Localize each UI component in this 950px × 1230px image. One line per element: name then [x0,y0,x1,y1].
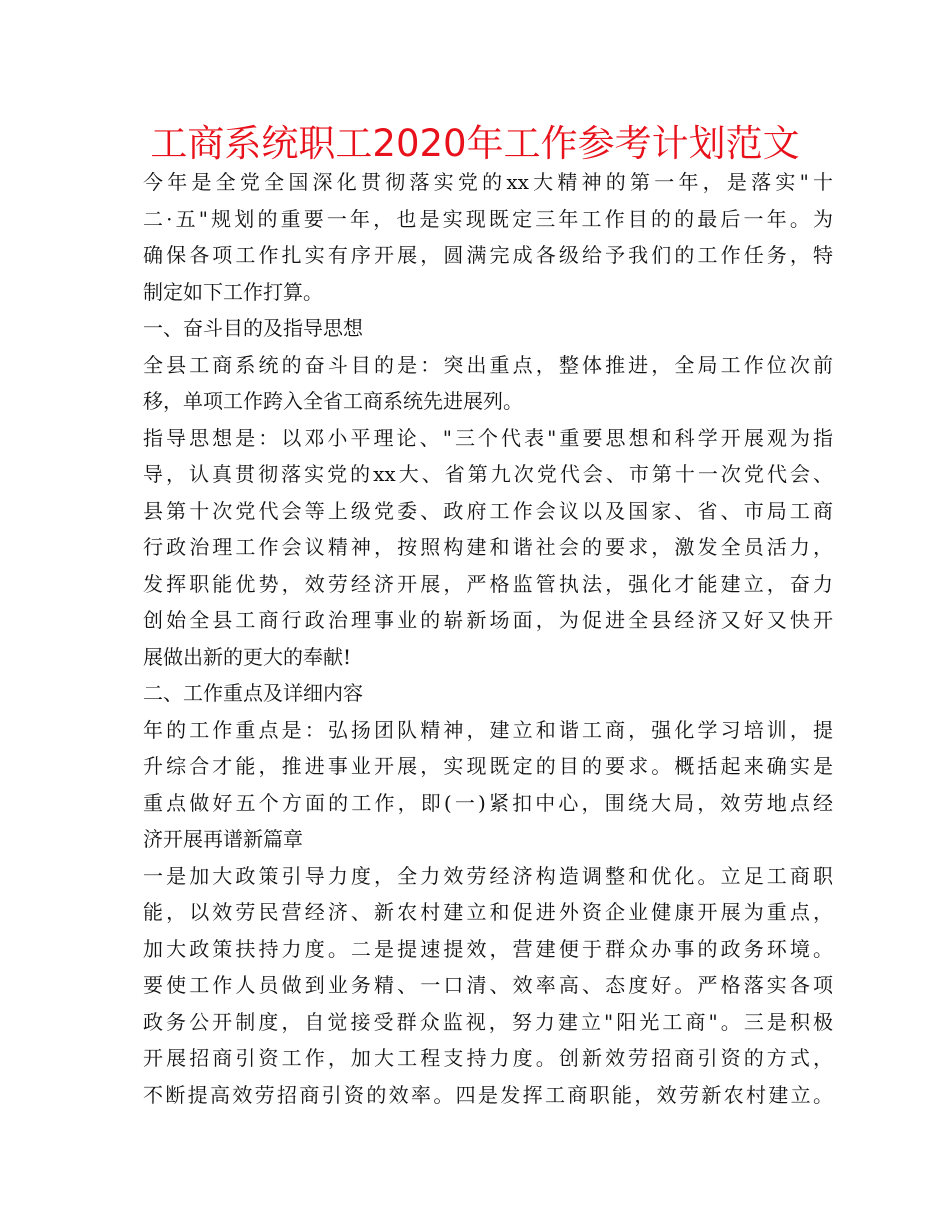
body-line: 济开展再谱新篇章 [143,827,303,851]
body-line: 创始全县工商行政治理事业的崭新场面，为促进全县经济又好又快开 [143,608,833,632]
body-line: 升综合才能，推进事业开展，实现既定的目的要求。概括起来确实是 [143,754,833,778]
body-line: 县第十次党代会等上级党委、政府工作会议以及国家、省、市局工商 [143,498,833,523]
body-line: 重点做好五个方面的工作，即(一)紧扣中心，围绕大局，效劳地点经 [143,790,833,815]
document-body [143,164,833,1113]
body-line: 制定如下工作打算。 [143,279,323,304]
body-line: 今年是全党全国深化贯彻落实党的xx大精神的第一年，是落实"十 [143,170,833,194]
body-line: 能，以效劳民营经济、新农村建立和促进外资企业健康开展为重点， [143,900,833,924]
body-line: 年的工作重点是：弘扬团队精神，建立和谐工商，强化学习培训，提 [143,717,833,742]
body-line: 确保各项工作扎实有序开展，圆满完成各级给予我们的工作任务，特 [143,243,833,267]
body-line: 开展招商引资工作，加大工程支持力度。创新效劳招商引资的方式， [143,1046,833,1070]
body-line: 二、工作重点及详细内容 [143,681,363,705]
body-line: 一、奋斗目的及指导思想 [143,316,363,340]
body-line: 全县工商系统的奋斗目的是：突出重点，整体推进，全局工作位次前 [143,352,833,377]
body-line: 行政治理工作会议精神，按照构建和谐社会的要求，激发全员活力， [143,535,833,559]
body-line: 政务公开制度，自觉接受群众监视，努力建立"阳光工商"。三是积极 [143,1009,833,1034]
document-title: 工商系统职工2020年工作参考计划范文 [150,122,800,165]
body-line: 一是加大政策引导力度，全力效劳经济构造调整和优化。立足工商职 [143,863,833,888]
body-line: 二·五"规划的重要一年，也是实现既定三年工作目的的最后一年。为 [143,206,833,231]
body-line: 不断提高效劳招商引资的效率。四是发挥工商职能，效劳新农村建立。 [143,1082,833,1107]
body-line: 要使工作人员做到业务精、一口清、效率高、态度好。严格落实各项 [143,973,833,997]
body-line: 移，单项工作跨入全省工商系统先进展列。 [143,389,523,413]
body-line: 展做出新的更大的奉献! [143,644,352,669]
body-line: 指导思想是：以邓小平理论、"三个代表"重要思想和科学开展观为指 [143,425,833,450]
body-line: 导，认真贯彻落实党的xx大、省第九次党代会、市第十一次党代会、 [143,462,833,486]
body-line: 发挥职能优势，效劳经济开展，严格监管执法，强化才能建立，奋力 [143,571,833,596]
body-line: 加大政策扶持力度。二是提速提效，营建便于群众办事的政务环境。 [143,936,833,961]
